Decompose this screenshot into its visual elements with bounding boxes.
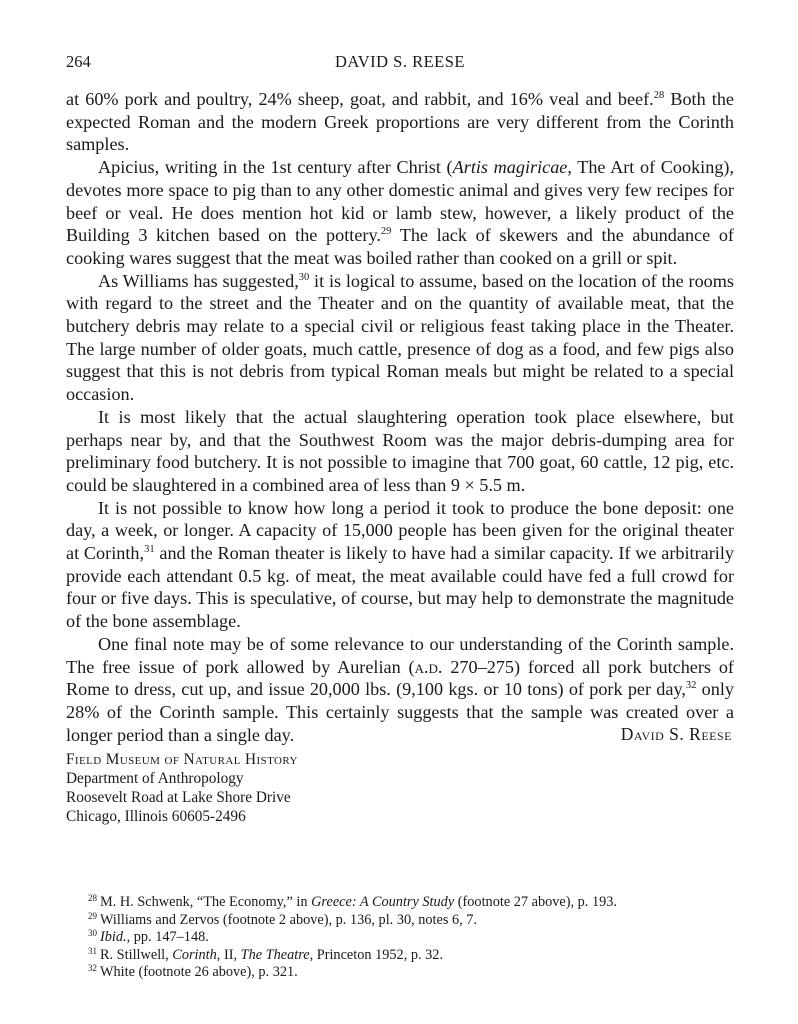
text-run: Apicius, writing in the 1st century after Christ ( [98,157,453,178]
paragraph-3 [66,270,734,406]
era-abbreviation: a.d. [414,656,443,677]
text-run: , The Art of Cooking), devotes more space to pig than to any other domestic animal and gives very few recipes for beef or veal. He does mention hot kid or lamb stew, however, a likely product of the Building 3 kitchen based on the pottery. [66,157,735,246]
footnote-text: , Princeton 1952, p. 32. [309,946,444,963]
footnote-ref-29[interactable]: 29 [380,226,392,238]
footnote-number: 31 [88,945,97,956]
footnote-number: 28 [88,893,97,903]
footnote-italic: Corinth [172,946,217,963]
footnote-ref-30[interactable]: 30 [298,271,310,283]
affiliation-department: Department of Anthropology [66,770,244,787]
text-run: One final note may be of some relevance to our understanding of the Corinth sample. The free issue of pork allowed by Aurelian ( [66,633,734,677]
author-affiliation [66,750,298,826]
paragraph-2 [66,156,734,270]
footnote-ref-32[interactable]: 32 [685,680,697,692]
text-run: at 60% pork and poultry, 24% sheep, goat, and rabbit, and 16% veal and beef. [66,89,654,109]
affiliation-city: Chicago, Illinois 60605-2496 [66,808,246,825]
affiliation-street: Roosevelt Road at Lake Shore Drive [66,789,291,806]
text-run: It is not possible to know how long a period it took to produce the bone deposit: one day, a week, or longer. A capacity of 15,000 people has been given for the original theater at Corinth, [66,497,734,564]
page-number: 264 [66,52,91,71]
footnote-italic: Greece: A Country Study [311,894,455,910]
footnote-ref-31[interactable]: 31 [144,544,155,556]
footnote-italic: Ibid. [100,929,127,946]
text-run: Both the expected Roman and the modern Greek proportions are very different from the Corinth samples. [66,89,735,155]
footnote-text: M. H. Schwenk, “The Economy,” in [100,894,312,910]
footnote-text: R. Stillwell, [100,946,173,963]
page-header [66,52,734,76]
footnote-30 [88,929,738,947]
footnote-31 [88,947,738,965]
text-run: and the Roman theater is likely to have had a similar capacity. If we arbitrarily provide each attendant 0.5 kg. of meat, the meat available could have fed a full crowd for four or five days. This is speculative, of course, but may help to demonstrate the magnitude of the bone assemblage. [66,543,734,632]
footnote-text: White (footnote 26 above), p. 321. [100,964,298,981]
paragraph-4: It is most likely that the actual slaughtering operation took place elsewhere, but perhaps near by, and that the Southwest Room was the major debris-dumping area for preliminary food butchery. It is not possible to imagine that 700 goat, 60 cattle, 12 pig, etc. could be slaughtered in a combined area of less than 9 × 5.5 m. [66,406,734,495]
text-run: only 28% of the Corinth sample. This certainly suggests that the sample was created over a longer period than a single day. [66,679,735,745]
footnote-text: (footnote 27 above), p. 193. [454,894,617,910]
footnote-italic: The Theatre [240,946,310,963]
author-signature: David S. Reese [620,724,732,744]
footnote-number: 32 [88,963,97,974]
article-body [66,88,734,746]
footnote-text: , pp. 147–148. [126,929,209,946]
footnote-text: , II, [216,946,241,963]
footnote-28 [88,894,738,912]
footnotes [88,894,738,982]
paragraph-5 [66,497,734,633]
running-head: DAVID S. REESE [334,52,465,71]
footnote-29 [88,912,738,930]
footnote-ref-28[interactable]: 28 [653,90,665,101]
text-run: 270–275) forced all pork butchers of Rome to dress, cut up, and issue 20,000 lbs. (9,100 kgs. or 10 tons) of pork per day, [66,656,734,700]
footnote-text: Williams and Zervos (footnote 2 above), p. 136, pl. 30, notes 6, 7. [100,911,478,928]
text-run: it is logical to assume, based on the location of the rooms with regard to the street and the Theater and on the quantity of available meat, that the butchery debris may relate to a special civil or religious feast taking place in the Theater. The large number of older goats, much cattle, presence of dog as a food, and few pigs also suggest that this is not debris from typical Roman meals but might be related to a special occasion. [66,270,734,405]
footnote-number: 29 [88,910,97,921]
text-run: The lack of skewers and the abundance of cooking wares suggest that the meat was boiled rather than cooked on a grill or spit. [66,225,734,268]
footnote-number: 30 [88,928,97,939]
text-run: As Williams has suggested, [98,270,299,291]
affiliation-institution: Field Museum of Natural History [66,751,298,768]
paragraph-1 [66,88,734,156]
footnote-32 [88,964,738,982]
italic-title: Artis magiricae [452,157,568,178]
